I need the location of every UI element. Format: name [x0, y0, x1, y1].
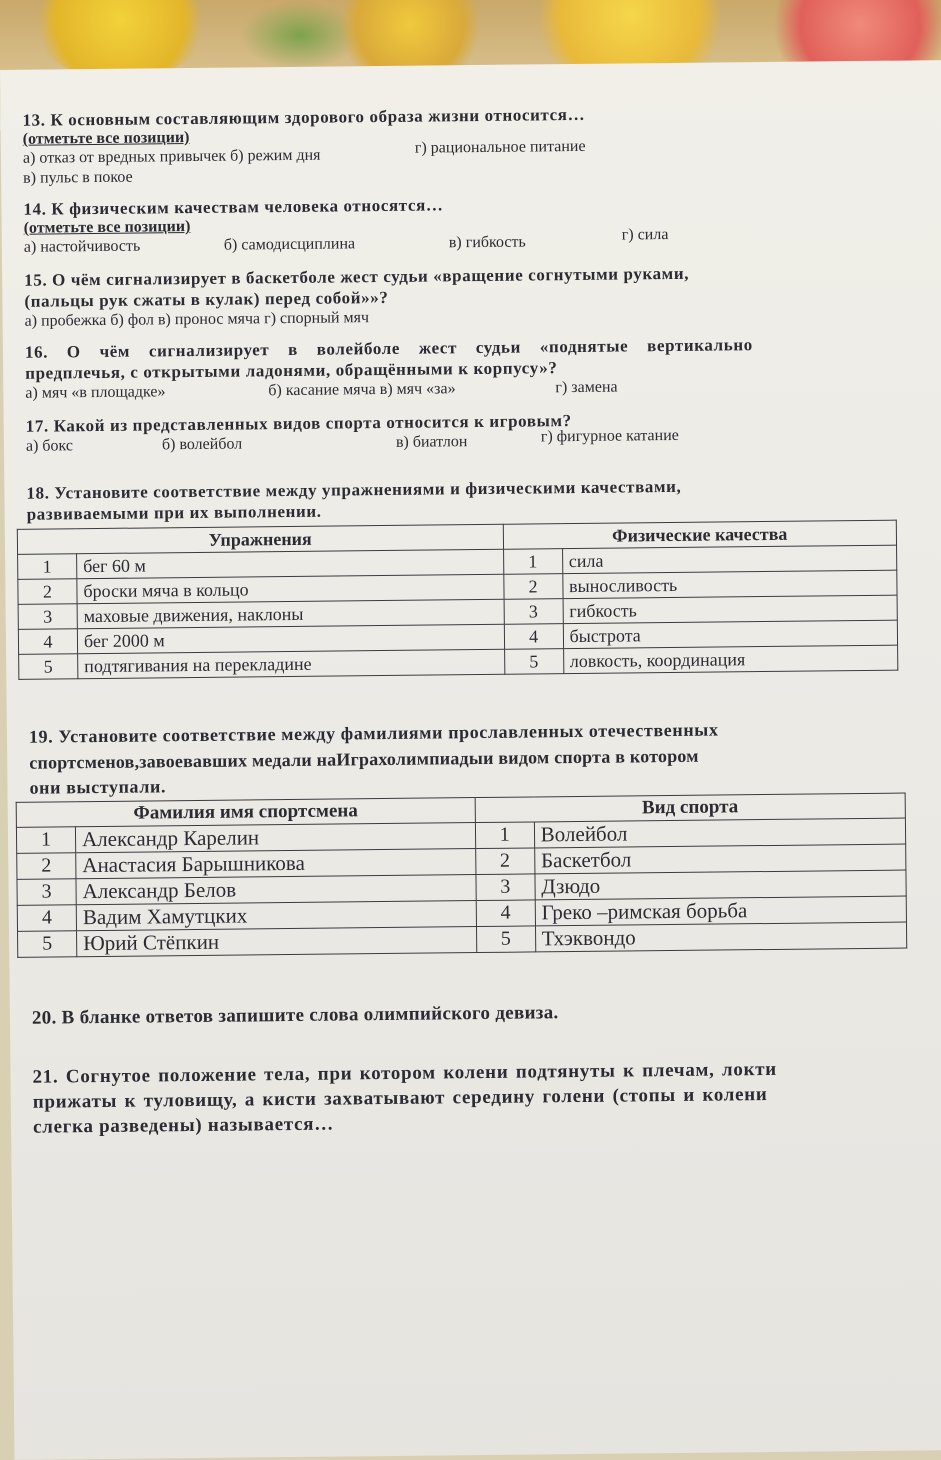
question-18-line1: 18. Установите соответствие между упражнениями и физическими качествами,: [26, 476, 682, 503]
option-17-v: в) биатлон: [395, 433, 468, 451]
row-number: 3: [18, 604, 77, 630]
quality-cell: ловкость, координация: [563, 645, 898, 674]
sport-cell: Тхэквондо: [535, 922, 907, 952]
question-15-options-text: а) пробежка б) фол в) пронос мяча г) спорный мяч: [24, 309, 370, 330]
sport-number: 5: [476, 926, 535, 953]
row-number: 1: [18, 554, 77, 580]
quality-number: 2: [503, 574, 562, 600]
question-19: [29, 715, 911, 958]
option-14-v: в) гибкость: [448, 233, 526, 252]
row-number: 3: [17, 879, 76, 906]
quality-cell: быстрота: [563, 620, 898, 649]
exercise-cell: маховые движения, наклоны: [77, 599, 504, 628]
quality-cell: выносливость: [562, 570, 897, 599]
row-number: 4: [18, 629, 77, 655]
question-14-note: (отметьте все позиции): [23, 218, 191, 237]
row-number: 1: [16, 827, 75, 854]
option-16-g: г) замена: [555, 378, 618, 397]
option-13-g: г) рациональное питание: [414, 137, 586, 157]
match-table-18: [17, 520, 899, 680]
column-header-sport: Вид спорта: [475, 793, 906, 823]
question-13-note: (отметьте все позиции): [22, 129, 190, 148]
match-table-19: [16, 793, 908, 958]
row-number: 5: [18, 931, 77, 958]
sport-number: 2: [475, 848, 534, 875]
sheet-content: [22, 101, 913, 1140]
column-header-athlete: Фамилия имя спортсмена: [16, 798, 475, 828]
question-13-title: 13. К основным составляющим здорового образа жизни относится…: [22, 104, 586, 130]
quality-cell: сила: [562, 545, 897, 574]
question-15-line1: 15. О чём сигнализирует в баскетболе жест судьи «вращение согнутыми руками,: [24, 263, 690, 290]
question-18-line2: развиваемыми при их выполнении.: [26, 501, 322, 524]
sport-number: 4: [476, 900, 535, 927]
athlete-cell: Вадим Хамутцких: [76, 901, 476, 931]
quality-number: 3: [504, 599, 563, 625]
exercise-cell: броски мяча в кольцо: [77, 574, 504, 603]
quality-number: 1: [503, 549, 562, 575]
option-13-v: в) пульс в покое: [23, 168, 133, 187]
question-21-line3: слегка разведены) называется…: [32, 1113, 334, 1138]
option-16-b: б) касание мяча в) мяч «за»: [268, 380, 456, 400]
option-14-a: а) настойчивость: [23, 237, 141, 256]
question-14-title: 14. К физическим качествам человека относятся…: [23, 195, 444, 219]
quality-number: 4: [504, 624, 563, 650]
option-16-a: а) мяч «в площадке»: [25, 383, 166, 402]
exercise-cell: бег 60 м: [77, 549, 504, 578]
row-number: 4: [17, 905, 76, 932]
question-19-line1: 19. Установите соответствие между фамилиями прославленных отечественных: [28, 719, 719, 747]
athlete-cell: Анастасия Барышникова: [76, 849, 476, 879]
question-17: [26, 407, 906, 457]
row-number: 5: [19, 654, 78, 680]
option-14-g: г) сила: [621, 226, 669, 244]
option-17-b: б) волейбол: [161, 435, 243, 454]
question-19-line2: спортсменов,завоевавших медали наИграхолимпиадыи видом спорта в котором: [29, 745, 699, 773]
sport-number: 3: [476, 874, 535, 901]
option-17-a: а) бокс: [25, 437, 74, 455]
question-16: [25, 333, 906, 404]
option-17-g: г) фигурное катание: [540, 426, 679, 446]
sport-cell: Волейбол: [534, 818, 906, 848]
question-15: [24, 261, 905, 332]
quality-cell: гибкость: [563, 595, 898, 624]
sport-cell: Греко –римская борьба: [535, 896, 907, 926]
question-19-line3: они выступали.: [29, 776, 167, 798]
sport-cell: Баскетбол: [534, 844, 906, 874]
option-14-b: б) самодисциплина: [223, 235, 356, 254]
question-16-line2: предплечья, с открытыми ладонями, обращёнными к корпусу»?: [25, 358, 558, 383]
question-18: [26, 474, 908, 680]
column-header-qualities: Физические качества: [503, 520, 897, 549]
athlete-cell: Александр Карелин: [75, 823, 475, 853]
row-number: 2: [17, 853, 76, 880]
question-20: [32, 997, 912, 1031]
question-16-line1: 16. О чём сигнализирует в волейболе жест судьи «поднятые вертикально: [24, 335, 753, 362]
question-21-line1: 21. Согнутое положение тела, при котором колени подтянуты к плечам, локти: [32, 1058, 778, 1088]
test-sheet: [0, 60, 941, 1460]
question-14: [23, 190, 904, 258]
athlete-cell: Александр Белов: [76, 875, 476, 905]
sport-number: 1: [475, 822, 534, 849]
question-13: [22, 101, 903, 189]
question-21: [32, 1055, 913, 1139]
column-header-exercises: Упражнения: [17, 524, 503, 554]
question-15-line2: (пальцы рук сжаты в кулак) перед собой»»?: [24, 287, 389, 311]
athlete-cell: Юрий Стёпкин: [77, 927, 477, 957]
quality-number: 5: [504, 649, 563, 675]
question-21-line2: прижаты к туловищу, а кисти захватывают середину голени (стопы и колени: [32, 1084, 768, 1113]
exercise-cell: подтягивания на перекладине: [78, 649, 505, 678]
row-number: 2: [18, 579, 77, 605]
exercise-cell: бег 2000 м: [77, 624, 504, 653]
question-20-title: 20. В бланке ответов запишите слова олимпийского девиза.: [31, 1002, 559, 1029]
sport-cell: Дзюдо: [535, 870, 907, 900]
option-13-a: а) отказ от вредных привычек б) режим дня: [22, 146, 321, 167]
question-17-title: 17. Какой из представленных видов спорта относится к игровым?: [25, 411, 572, 436]
